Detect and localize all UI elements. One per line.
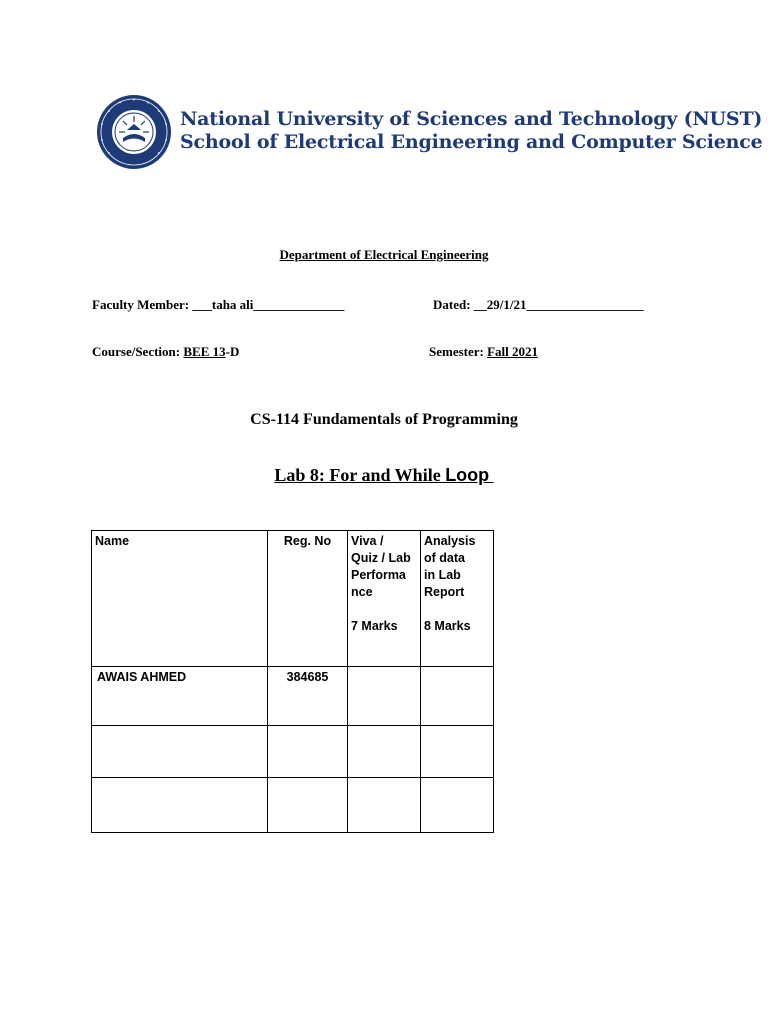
header-viva-label: Viva / Quiz / Lab Performa nce — [351, 534, 411, 599]
university-name: National University of Sciences and Technology (NUST) — [180, 108, 763, 130]
cell-name: AWAIS AHMED — [92, 667, 268, 726]
header-viva-marks: 7 Marks — [351, 619, 398, 633]
semester-label: Semester: — [429, 344, 484, 359]
marks-table — [91, 530, 494, 833]
cell-reg-no — [268, 778, 348, 833]
course-suffix: -D — [225, 344, 240, 359]
table-header-row — [92, 531, 494, 667]
table-row — [92, 726, 494, 778]
cell-name — [92, 726, 268, 778]
semester-field — [429, 344, 538, 360]
table-row — [92, 667, 494, 726]
course-section-field — [92, 344, 239, 360]
header-viva — [348, 531, 421, 667]
cell-name — [92, 778, 268, 833]
nust-seal-icon — [96, 94, 172, 170]
cell-reg-no: 384685 — [268, 667, 348, 726]
course-title: CS-114 Fundamentals of Programming — [250, 411, 518, 428]
course-code: BEE 13 — [183, 344, 226, 359]
course-label: Course/Section: — [92, 344, 181, 359]
cell-viva — [348, 726, 421, 778]
faculty-member-field — [92, 297, 344, 313]
department-heading: Department of Electrical Engineering — [279, 247, 489, 262]
lab-title-loop: Loop — [445, 465, 490, 485]
header-name: Name — [92, 531, 268, 667]
cell-reg-no — [268, 726, 348, 778]
faculty-value: ___taha ali______________ — [192, 297, 345, 312]
lab-title-main: Lab 8: For and While — [274, 465, 441, 485]
school-name: School of Electrical Engineering and Computer Science — [180, 131, 763, 153]
dated-field — [433, 297, 644, 313]
cell-viva — [348, 667, 421, 726]
lab-title — [0, 465, 768, 486]
semester-value: Fall 2021 — [487, 344, 539, 359]
dated-label: Dated: — [433, 297, 471, 312]
cell-analysis — [421, 778, 494, 833]
cell-analysis — [421, 726, 494, 778]
header-reg-no: Reg. No — [268, 531, 348, 667]
header-analysis-marks: 8 Marks — [424, 619, 471, 633]
header-analysis — [421, 531, 494, 667]
cell-analysis — [421, 667, 494, 726]
dated-value: __29/1/21__________________ — [473, 297, 644, 312]
header-analysis-label: Analysis of data in Lab Report — [424, 534, 476, 599]
cell-viva — [348, 778, 421, 833]
faculty-label: Faculty Member: — [92, 297, 190, 312]
table-row — [92, 778, 494, 833]
